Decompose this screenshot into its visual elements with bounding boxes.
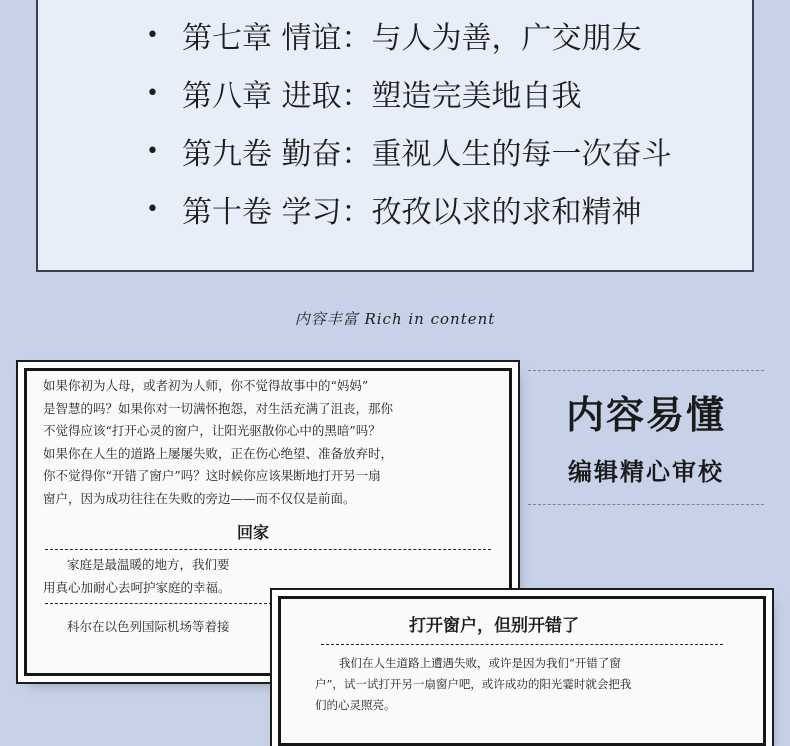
page-text-line: 我们在人生道路上遭遇失败，或许是因为我们“开错了窗 — [339, 656, 621, 670]
panel-subtitle: 编辑精心审校 — [568, 457, 724, 486]
dashed-rule-top — [528, 370, 764, 371]
page-text-line: 窗户，因为成功往往在失败的旁边——而不仅仅是前面。 — [43, 490, 356, 506]
toc-item — [146, 64, 672, 122]
table-of-contents-box — [36, 0, 754, 272]
toc-list — [146, 6, 672, 238]
panel-title: 内容易懂 — [565, 392, 726, 437]
page-text-line: 是智慧的吗？如果你对一切满怀抱怨，对生活充满了沮丧，那你 — [43, 400, 394, 416]
page-text-line: 科尔在以色列国际机场等着接 — [67, 619, 230, 634]
bullet-icon: • — [146, 138, 159, 164]
toc-item — [146, 6, 672, 64]
page-text-line: 如果你初为人母，或者初为人师，你不觉得故事中的“妈妈” — [43, 378, 369, 393]
page-text-line: 不觉得应该“打开心灵的窗户，让阳光驱散你心中的黑暗”吗？ — [43, 423, 381, 438]
page-text-line: 户”，试一试打开另一扇窗户吧，或许成功的阳光霎时就会把我 — [315, 677, 632, 691]
book-page-sample-2 — [278, 596, 766, 746]
page-text-line: 用真心加耐心去呵护家庭的幸福。 — [43, 579, 231, 595]
dashed-divider — [321, 644, 723, 645]
dashed-rule-bottom — [528, 504, 764, 505]
toc-item — [146, 122, 672, 180]
toc-item-text: 第十卷 学习：孜孜以求的求和精神 — [182, 195, 642, 230]
toc-item — [146, 180, 672, 238]
dashed-divider — [45, 549, 491, 550]
page-text-line: 如果你在人生的道路上屡屡失败，正在伤心绝望、准备放弃时， — [43, 445, 394, 461]
page-text-line: 们的心灵照亮。 — [315, 698, 396, 712]
bullet-icon: • — [146, 196, 159, 222]
page-heading: 回家 — [237, 523, 270, 542]
section-divider-caption: 内容丰富 Rich in content — [294, 310, 496, 328]
bullet-icon: • — [146, 80, 159, 106]
page-text-line: 你不觉得你“开错了窗户”吗？这时候你应该果断地打开另一扇 — [43, 468, 381, 483]
page-heading: 打开窗户，但别开错了 — [409, 616, 579, 636]
toc-item-text: 第七章 情谊：与人为善，广交朋友 — [182, 21, 642, 56]
page-text-line: 家庭是最温暖的地方，我们要 — [67, 557, 230, 572]
toc-item-text: 第九卷 勤奋：重视人生的每一次奋斗 — [182, 137, 672, 172]
bullet-icon: • — [146, 22, 159, 48]
toc-item-text: 第八章 进取：塑造完美地自我 — [182, 79, 582, 114]
